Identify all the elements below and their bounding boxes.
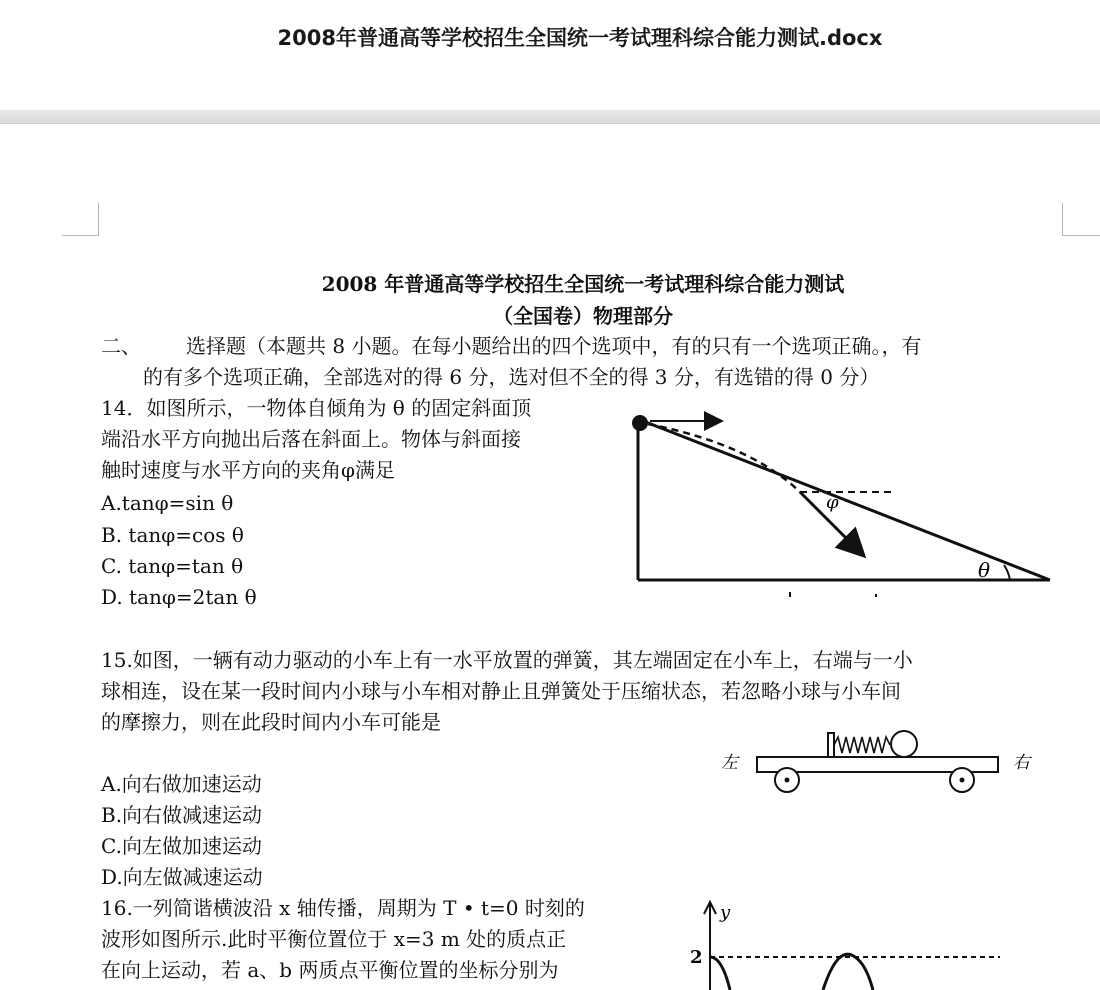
- q15-option-c: C.向左做加速运动: [101, 834, 262, 858]
- section-instruction-line-2: 的有多个选项正确，全部选对的得 6 分，选对但不全的得 3 分，有选错的得 0 分）: [143, 365, 880, 389]
- q15-right-label: 右: [1013, 753, 1030, 773]
- section-instruction-line-1: 选择题（本题共 8 小题。在每小题给出的四个选项中，有的只有一个选项正确。，有: [186, 334, 922, 358]
- q16-y-axis-label: y: [720, 902, 731, 923]
- q15-option-a: A.向右做加速运动: [101, 772, 262, 796]
- q16-wave-figure: [680, 896, 1010, 990]
- q14-incline-figure: [620, 404, 1060, 604]
- q14-option-b: B. tanφ=cos θ: [101, 523, 244, 547]
- paper-subtitle: （全国卷）物理部分: [493, 304, 673, 328]
- q14-phi-label: φ: [826, 492, 839, 513]
- q15-stem-line-1: 15.如图，一辆有动力驱动的小车上有一水平放置的弹簧，其左端固定在小车上，右端与一小: [101, 648, 913, 672]
- document-page[interactable]: [0, 124, 1100, 990]
- q14-option-c: C. tanφ=tan θ: [101, 554, 244, 578]
- q14-stem-line-1: 14．如图所示，一物体自倾角为 θ 的固定斜面顶: [101, 396, 532, 420]
- q15-option-b: B.向右做减速运动: [101, 803, 263, 827]
- q16-amplitude-label: 2: [690, 947, 703, 968]
- section-number: 二、: [101, 334, 141, 358]
- page-gutter: [0, 110, 1100, 124]
- q14-option-d: D. tanφ=2tan θ: [101, 585, 257, 609]
- q14-option-a: A.tanφ=sin θ: [101, 491, 234, 515]
- q16-stem-line-3: 在向上运动，若 a、b 两质点平衡位置的坐标分别为: [101, 958, 559, 982]
- title-bar: [0, 0, 1100, 110]
- q14-stem-line-2: 端沿水平方向抛出后落在斜面上。物体与斜面接: [101, 427, 521, 451]
- document-title: 2008年普通高等学校招生全国统一考试理科综合能力测试.docx: [277, 26, 883, 50]
- q15-stem-line-2: 球相连，设在某一段时间内小球与小车相对静止且弹簧处于压缩状态，若忽略小球与小车间: [101, 679, 901, 703]
- margin-corner-mark-left: [62, 203, 99, 236]
- q15-stem-line-3: 的摩擦力，则在此段时间内小车可能是: [101, 710, 441, 734]
- q16-stem-line-1: 16.一列简谐横波沿 x 轴传播，周期为 T • t=0 时刻的: [101, 896, 585, 920]
- q15-cart-figure: [715, 717, 1045, 797]
- q15-option-d: D.向左做减速运动: [101, 865, 263, 889]
- q14-stem-line-3: 触时速度与水平方向的夹角φ满足: [101, 458, 396, 482]
- q16-stem-line-2: 波形如图所示.此时平衡位置位于 x=3 m 处的质点正: [101, 927, 567, 951]
- paper-title: 2008 年普通高等学校招生全国统一考试理科综合能力测试: [321, 272, 845, 296]
- q15-left-label: 左: [721, 753, 738, 773]
- margin-corner-mark-right: [1062, 203, 1100, 236]
- q14-theta-label: θ: [978, 558, 991, 582]
